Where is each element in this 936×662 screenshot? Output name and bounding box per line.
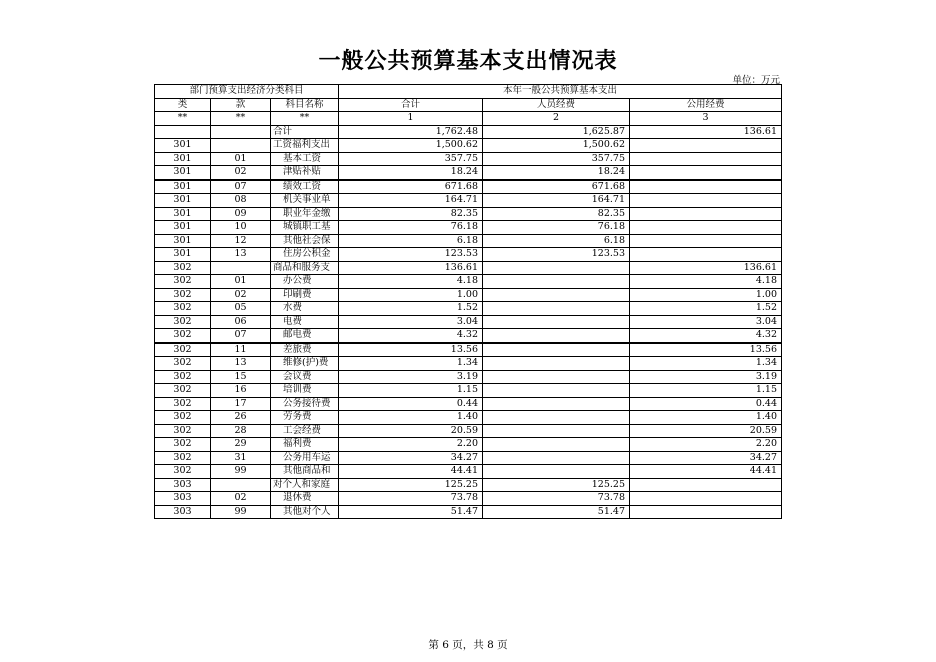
cell-public: 1.52	[630, 302, 782, 316]
cell-public	[630, 492, 782, 506]
cell-name: 其他商品和	[271, 465, 339, 479]
cell-personnel	[483, 343, 630, 357]
cell-lei: 302	[155, 329, 211, 343]
cell-personnel	[483, 315, 630, 329]
cell-kuan: 31	[211, 451, 271, 465]
cell-public	[630, 180, 782, 194]
cell-lei: 302	[155, 451, 211, 465]
cell-personnel: 82.35	[483, 207, 630, 221]
cell-personnel: 671.68	[483, 180, 630, 194]
cell-public: 136.61	[630, 125, 782, 139]
page-footer: 第 6 页，共 8 页	[428, 639, 508, 651]
index-total: 1	[339, 112, 483, 126]
index-lei: **	[155, 112, 211, 126]
cell-name: 基本工资	[271, 152, 339, 166]
cell-public: 20.59	[630, 424, 782, 438]
cell-kuan: 17	[211, 397, 271, 411]
table-row	[155, 275, 782, 289]
cell-name: 退休费	[271, 492, 339, 506]
cell-lei: 302	[155, 288, 211, 302]
table-row	[155, 411, 782, 425]
table-row	[155, 492, 782, 506]
cell-lei	[155, 125, 211, 139]
cell-lei: 302	[155, 343, 211, 357]
cell-kuan: 01	[211, 152, 271, 166]
budget-table	[154, 84, 782, 519]
cell-lei: 301	[155, 152, 211, 166]
table-row	[155, 397, 782, 411]
index-name: **	[271, 112, 339, 126]
cell-public: 1.15	[630, 384, 782, 398]
cell-personnel: 73.78	[483, 492, 630, 506]
header-public: 公用经费	[630, 98, 782, 112]
cell-name: 劳务费	[271, 411, 339, 425]
table-row	[155, 315, 782, 329]
cell-public	[630, 248, 782, 262]
cell-public: 34.27	[630, 451, 782, 465]
page-title: 一般公共预算基本支出情况表	[318, 48, 618, 74]
table-row	[155, 438, 782, 452]
cell-personnel: 1,625.87	[483, 125, 630, 139]
cell-name: 工会经费	[271, 424, 339, 438]
cell-name: 合计	[271, 125, 339, 139]
unit-label: 单位：万元	[732, 75, 780, 86]
cell-public	[630, 152, 782, 166]
cell-lei: 301	[155, 248, 211, 262]
cell-total: 671.68	[339, 180, 483, 194]
cell-total: 1.34	[339, 357, 483, 371]
cell-total: 2.20	[339, 438, 483, 452]
cell-total: 0.44	[339, 397, 483, 411]
cell-total: 1,500.62	[339, 139, 483, 153]
cell-total: 13.56	[339, 343, 483, 357]
cell-public	[630, 194, 782, 208]
table-row	[155, 329, 782, 343]
cell-total: 20.59	[339, 424, 483, 438]
cell-total: 1.40	[339, 411, 483, 425]
cell-kuan	[211, 478, 271, 492]
cell-total: 1.52	[339, 302, 483, 316]
cell-name: 职业年金缴	[271, 207, 339, 221]
cell-lei: 302	[155, 370, 211, 384]
cell-total: 136.61	[339, 261, 483, 275]
cell-kuan: 99	[211, 505, 271, 519]
cell-kuan	[211, 125, 271, 139]
cell-lei: 302	[155, 411, 211, 425]
cell-personnel	[483, 370, 630, 384]
table-row	[155, 234, 782, 248]
cell-lei: 302	[155, 397, 211, 411]
cell-kuan: 28	[211, 424, 271, 438]
cell-kuan	[211, 261, 271, 275]
cell-total: 6.18	[339, 234, 483, 248]
table-row	[155, 370, 782, 384]
cell-total: 123.53	[339, 248, 483, 262]
cell-personnel: 6.18	[483, 234, 630, 248]
cell-personnel	[483, 302, 630, 316]
cell-personnel	[483, 438, 630, 452]
cell-kuan: 12	[211, 234, 271, 248]
cell-personnel	[483, 357, 630, 371]
cell-kuan: 13	[211, 248, 271, 262]
cell-public: 3.04	[630, 315, 782, 329]
cell-total: 4.32	[339, 329, 483, 343]
header-name: 科目名称	[271, 98, 339, 112]
index-personnel: 2	[483, 112, 630, 126]
cell-total: 3.04	[339, 315, 483, 329]
cell-name: 差旅费	[271, 343, 339, 357]
cell-kuan: 02	[211, 288, 271, 302]
cell-personnel	[483, 451, 630, 465]
table-row	[155, 357, 782, 371]
header-index-row	[155, 112, 782, 126]
cell-name: 培训费	[271, 384, 339, 398]
cell-public	[630, 221, 782, 235]
table-row	[155, 343, 782, 357]
index-public: 3	[630, 112, 782, 126]
cell-personnel: 18.24	[483, 166, 630, 180]
cell-lei: 302	[155, 424, 211, 438]
table-row	[155, 180, 782, 194]
cell-lei: 301	[155, 166, 211, 180]
cell-public	[630, 478, 782, 492]
cell-total: 1.15	[339, 384, 483, 398]
cell-kuan: 29	[211, 438, 271, 452]
cell-lei: 303	[155, 492, 211, 506]
cell-kuan: 99	[211, 465, 271, 479]
cell-name: 绩效工资	[271, 180, 339, 194]
cell-lei: 302	[155, 261, 211, 275]
cell-personnel: 76.18	[483, 221, 630, 235]
cell-name: 机关事业单	[271, 194, 339, 208]
cell-public: 13.56	[630, 343, 782, 357]
cell-kuan: 02	[211, 492, 271, 506]
cell-name: 维修(护)费	[271, 357, 339, 371]
header-group-left: 部门预算支出经济分类科目	[155, 85, 339, 99]
cell-kuan: 16	[211, 384, 271, 398]
table-row	[155, 288, 782, 302]
header-kuan: 款	[211, 98, 271, 112]
cell-name: 水费	[271, 302, 339, 316]
cell-lei: 302	[155, 465, 211, 479]
cell-name: 津贴补贴	[271, 166, 339, 180]
header-lei: 类	[155, 98, 211, 112]
index-kuan: **	[211, 112, 271, 126]
cell-lei: 301	[155, 180, 211, 194]
cell-personnel	[483, 384, 630, 398]
header-group-right: 本年一般公共预算基本支出	[339, 85, 782, 99]
cell-total: 44.41	[339, 465, 483, 479]
cell-public	[630, 234, 782, 248]
header-total: 合计	[339, 98, 483, 112]
cell-name: 商品和服务支	[271, 261, 339, 275]
table-row	[155, 478, 782, 492]
table-row	[155, 248, 782, 262]
cell-lei: 302	[155, 357, 211, 371]
cell-lei: 303	[155, 505, 211, 519]
cell-public: 3.19	[630, 370, 782, 384]
cell-personnel	[483, 397, 630, 411]
cell-name: 邮电费	[271, 329, 339, 343]
cell-name: 电费	[271, 315, 339, 329]
cell-name: 住房公积金	[271, 248, 339, 262]
cell-personnel	[483, 424, 630, 438]
cell-lei: 301	[155, 221, 211, 235]
header-group-row	[155, 85, 782, 99]
cell-lei: 302	[155, 438, 211, 452]
cell-kuan: 07	[211, 329, 271, 343]
cell-public: 1.00	[630, 288, 782, 302]
cell-total: 18.24	[339, 166, 483, 180]
table-row	[155, 221, 782, 235]
cell-name: 其他对个人	[271, 505, 339, 519]
cell-personnel: 164.71	[483, 194, 630, 208]
cell-lei: 302	[155, 275, 211, 289]
cell-name: 工资福利支出	[271, 139, 339, 153]
cell-name: 会议费	[271, 370, 339, 384]
cell-name: 城镇职工基	[271, 221, 339, 235]
cell-lei: 302	[155, 384, 211, 398]
cell-lei: 303	[155, 478, 211, 492]
cell-total: 82.35	[339, 207, 483, 221]
cell-lei: 301	[155, 194, 211, 208]
cell-kuan: 13	[211, 357, 271, 371]
cell-public: 1.40	[630, 411, 782, 425]
cell-personnel	[483, 411, 630, 425]
table-row	[155, 384, 782, 398]
cell-total: 125.25	[339, 478, 483, 492]
cell-public: 44.41	[630, 465, 782, 479]
cell-public: 136.61	[630, 261, 782, 275]
cell-personnel: 125.25	[483, 478, 630, 492]
table-row	[155, 302, 782, 316]
table-row	[155, 261, 782, 275]
cell-public: 1.34	[630, 357, 782, 371]
header-personnel: 人员经费	[483, 98, 630, 112]
cell-total: 73.78	[339, 492, 483, 506]
cell-personnel: 123.53	[483, 248, 630, 262]
cell-lei: 301	[155, 207, 211, 221]
cell-public: 2.20	[630, 438, 782, 452]
cell-name: 公务用车运	[271, 451, 339, 465]
cell-total: 1,762.48	[339, 125, 483, 139]
table-row	[155, 465, 782, 479]
cell-personnel	[483, 275, 630, 289]
cell-lei: 301	[155, 234, 211, 248]
cell-name: 对个人和家庭	[271, 478, 339, 492]
cell-total: 357.75	[339, 152, 483, 166]
cell-kuan: 09	[211, 207, 271, 221]
table-row	[155, 451, 782, 465]
cell-name: 办公费	[271, 275, 339, 289]
table-row	[155, 166, 782, 180]
cell-total: 1.00	[339, 288, 483, 302]
cell-personnel	[483, 288, 630, 302]
cell-public	[630, 505, 782, 519]
cell-personnel	[483, 329, 630, 343]
table-row	[155, 424, 782, 438]
table-row	[155, 125, 782, 139]
cell-total: 4.18	[339, 275, 483, 289]
table-row	[155, 194, 782, 208]
cell-kuan: 07	[211, 180, 271, 194]
cell-total: 3.19	[339, 370, 483, 384]
cell-kuan: 08	[211, 194, 271, 208]
table-row	[155, 139, 782, 153]
cell-public	[630, 166, 782, 180]
cell-kuan: 01	[211, 275, 271, 289]
cell-personnel: 357.75	[483, 152, 630, 166]
table-row	[155, 152, 782, 166]
cell-personnel	[483, 465, 630, 479]
cell-name: 福利费	[271, 438, 339, 452]
cell-total: 164.71	[339, 194, 483, 208]
cell-total: 51.47	[339, 505, 483, 519]
cell-kuan	[211, 139, 271, 153]
cell-lei: 302	[155, 315, 211, 329]
table-row	[155, 505, 782, 519]
cell-lei: 302	[155, 302, 211, 316]
cell-name: 其他社会保	[271, 234, 339, 248]
cell-kuan: 05	[211, 302, 271, 316]
cell-name: 印刷费	[271, 288, 339, 302]
cell-total: 76.18	[339, 221, 483, 235]
cell-kuan: 26	[211, 411, 271, 425]
cell-public	[630, 207, 782, 221]
cell-total: 34.27	[339, 451, 483, 465]
cell-kuan: 11	[211, 343, 271, 357]
cell-kuan: 15	[211, 370, 271, 384]
cell-kuan: 06	[211, 315, 271, 329]
cell-public: 4.18	[630, 275, 782, 289]
header-col-row	[155, 98, 782, 112]
cell-personnel	[483, 261, 630, 275]
cell-name: 公务接待费	[271, 397, 339, 411]
cell-public: 4.32	[630, 329, 782, 343]
cell-kuan: 02	[211, 166, 271, 180]
table-row	[155, 207, 782, 221]
cell-public: 0.44	[630, 397, 782, 411]
cell-kuan: 10	[211, 221, 271, 235]
cell-personnel: 1,500.62	[483, 139, 630, 153]
cell-personnel: 51.47	[483, 505, 630, 519]
cell-lei: 301	[155, 139, 211, 153]
cell-public	[630, 139, 782, 153]
